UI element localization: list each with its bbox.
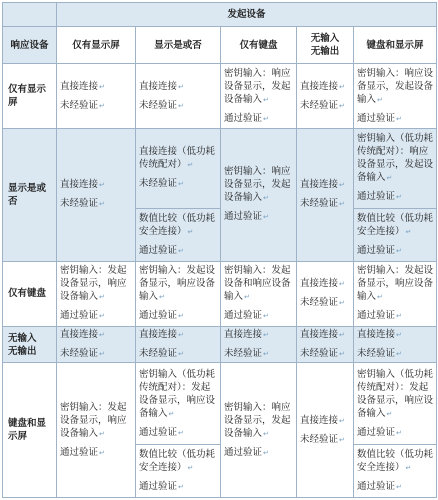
method-line: 未经验证↵ (139, 178, 184, 190)
method-cell (354, 326, 437, 363)
method-line: 密钥输入（低功耗传统配对）：响应设备显示，发起设备输入↵ (357, 133, 434, 184)
method-line: 未经验证↵ (224, 348, 269, 360)
method-cell (57, 326, 136, 363)
row-header (3, 363, 57, 498)
row-header-label: 无输入 无输出 (8, 332, 37, 357)
method-line: 直接连接（低功耗传统配对）↵ (139, 146, 216, 171)
method-line: 未经验证↵ (60, 348, 105, 360)
method-line: 直接连接↵ (60, 179, 105, 191)
method-line: 密钥输入：发起设备显示，响应设备输入↵ (139, 265, 216, 303)
paragraph-mark-icon: ↵ (178, 428, 184, 437)
method-line: 密钥输入：响应设备显示，发起设备输入↵ (224, 67, 291, 105)
method-cell (57, 64, 136, 129)
paragraph-mark-icon: ↵ (339, 181, 345, 190)
method-line: 通过验证↵ (139, 480, 184, 492)
paragraph-mark-icon: ↵ (396, 114, 402, 123)
paragraph-mark-icon: ↵ (339, 82, 345, 91)
method-cell-upper (354, 363, 437, 444)
method-line: 未经验证↵ (300, 348, 345, 360)
method-line: 密钥输入：响应设备显示，发起设备输入↵ (224, 401, 291, 439)
method-cell (354, 64, 437, 129)
row-header (3, 326, 57, 363)
column-header (354, 27, 437, 64)
method-line: 通过验证↵ (224, 446, 269, 458)
method-cell (354, 261, 437, 326)
method-line: 数值比较（低功耗安全连接）↵ (139, 212, 216, 237)
method-line: 直接连接↵ (357, 329, 402, 341)
paragraph-mark-icon: ↵ (339, 101, 345, 110)
paragraph-mark-icon: ↵ (99, 200, 105, 209)
row-header-label: 显示是或 否 (8, 182, 47, 207)
paragraph-mark-icon: ↵ (178, 82, 184, 91)
method-line: 数值比较（低功耗安全连接）↵ (357, 212, 434, 237)
method-line: 通过验证↵ (224, 211, 269, 223)
method-cell-lower (136, 208, 221, 261)
method-line: 通过验证↵ (60, 310, 105, 322)
column-header (57, 27, 136, 64)
paragraph-mark-icon: ↵ (263, 350, 269, 359)
method-line: 通过验证↵ (357, 480, 402, 492)
paragraph-mark-icon: ↵ (99, 293, 105, 302)
column-header (136, 27, 221, 64)
method-line: 未经验证↵ (300, 433, 345, 445)
paragraph-mark-icon: ↵ (99, 331, 105, 340)
pairing-method-table (2, 2, 437, 498)
initiator-header (57, 3, 437, 27)
method-cell (297, 326, 354, 363)
method-line: 数值比较（低功耗安全连接）↵ (357, 448, 434, 473)
method-cell (221, 261, 297, 326)
method-line: 直接连接↵ (60, 80, 105, 92)
method-line: 数值比较（低功耗安全连接）↵ (139, 448, 216, 473)
paragraph-mark-icon: ↵ (396, 193, 402, 202)
method-cell (136, 261, 221, 326)
method-cell (221, 326, 297, 363)
method-line: 密钥输入：响应设备显示，发起设备输入↵ (224, 166, 291, 204)
method-cell (136, 64, 221, 129)
column-header-label: 键盘和显示屏 (366, 39, 424, 51)
paragraph-mark-icon: ↵ (178, 350, 184, 359)
column-header (221, 27, 297, 64)
paragraph-mark-icon: ↵ (178, 246, 184, 255)
paragraph-mark-icon: ↵ (168, 409, 175, 418)
column-header (297, 27, 354, 64)
paragraph-mark-icon: ↵ (99, 350, 105, 359)
method-line: 直接连接↵ (300, 80, 345, 92)
method-line: 通过验证↵ (357, 191, 402, 203)
method-cell-upper (136, 363, 221, 444)
paragraph-mark-icon: ↵ (405, 227, 412, 236)
method-line: 直接连接↵ (139, 80, 184, 92)
method-line: 直接连接↵ (224, 329, 269, 341)
method-cell (297, 64, 354, 129)
method-cell (297, 261, 354, 326)
paragraph-mark-icon: ↵ (263, 114, 269, 123)
method-line: 未经验证↵ (60, 99, 105, 111)
method-cell (57, 363, 136, 498)
paragraph-mark-icon: ↵ (396, 350, 402, 359)
method-line: 密钥输入：发起设备显示，响应设备输入↵ (60, 401, 127, 439)
method-cell (57, 129, 136, 261)
method-line: 直接连接↵ (300, 329, 345, 341)
paragraph-mark-icon: ↵ (99, 312, 105, 321)
paragraph-mark-icon: ↵ (396, 428, 402, 437)
method-cell-lower (136, 444, 221, 497)
method-line: 密钥输入：响应设备显示，发起设备输入↵ (357, 67, 434, 105)
responder-header (3, 27, 57, 64)
responder-title: 响应设备 (10, 39, 49, 51)
row-header (3, 64, 57, 129)
method-line: 未经验证↵ (357, 348, 402, 360)
method-line: 通过验证↵ (357, 426, 402, 438)
method-line: 直接连接↵ (300, 179, 345, 191)
paragraph-mark-icon: ↵ (396, 331, 402, 340)
method-line: 未经验证↵ (139, 348, 184, 360)
paragraph-mark-icon: ↵ (339, 200, 345, 209)
method-line: 未经验证↵ (300, 99, 345, 111)
column-header-label: 显示是或否 (154, 39, 202, 51)
method-cell-lower (354, 208, 437, 261)
paragraph-mark-icon: ↵ (244, 293, 250, 302)
row-header (3, 261, 57, 326)
row-header (3, 129, 57, 261)
paragraph-mark-icon: ↵ (178, 180, 184, 189)
paragraph-mark-icon: ↵ (396, 312, 402, 321)
method-line: 通过验证↵ (224, 310, 269, 322)
column-header-label: 仅有键盘 (239, 39, 278, 51)
method-line: 通过验证↵ (357, 112, 402, 124)
paragraph-mark-icon: ↵ (396, 482, 402, 491)
paragraph-mark-icon: ↵ (263, 95, 269, 104)
corner-cell (3, 3, 57, 27)
method-line: 密钥输入：发起设备显示，响应设备输入↵ (357, 265, 434, 303)
paragraph-mark-icon: ↵ (178, 312, 184, 321)
method-line: 直接连接↵ (139, 329, 184, 341)
method-cell (221, 363, 297, 498)
method-cell (297, 363, 354, 498)
method-cell-lower (354, 444, 437, 497)
method-line: 未经验证↵ (60, 198, 105, 210)
paragraph-mark-icon: ↵ (339, 350, 345, 359)
paragraph-mark-icon: ↵ (405, 463, 412, 472)
method-cell-upper (354, 129, 437, 208)
paragraph-mark-icon: ↵ (339, 435, 345, 444)
row-header-label: 键盘和显 示屏 (8, 418, 47, 443)
row-header-label: 仅有显示 屏 (8, 84, 47, 109)
method-line: 直接连接↵ (300, 414, 345, 426)
initiator-title: 发起设备 (227, 9, 266, 21)
method-line: 直接连接↵ (300, 278, 345, 290)
paragraph-mark-icon: ↵ (339, 331, 345, 340)
paragraph-mark-icon: ↵ (377, 95, 383, 104)
paragraph-mark-icon: ↵ (99, 82, 105, 91)
method-line: 密钥输入（低功耗传统配对）：发起设备显示，响应设备输入↵ (139, 368, 216, 419)
paragraph-mark-icon: ↵ (377, 293, 383, 302)
column-header-label: 无输入 无输出 (310, 33, 340, 58)
method-line: 密钥输入：发起设备和响应设备输入↵ (224, 265, 291, 303)
method-line: 密钥输入：发起设备显示，响应设备输入↵ (60, 265, 127, 303)
method-line: 通过验证↵ (357, 310, 402, 322)
paragraph-mark-icon: ↵ (178, 101, 184, 110)
paragraph-mark-icon: ↵ (263, 429, 269, 438)
paragraph-mark-icon: ↵ (396, 246, 402, 255)
method-cell (57, 261, 136, 326)
method-line: 通过验证↵ (357, 244, 402, 256)
method-line: 未经验证↵ (139, 99, 184, 111)
method-cell (221, 64, 297, 129)
paragraph-mark-icon: ↵ (263, 194, 269, 203)
row-header-label: 仅有键盘 (8, 288, 47, 300)
paragraph-mark-icon: ↵ (99, 101, 105, 110)
method-line: 通过验证↵ (224, 112, 269, 124)
method-cell-upper (136, 129, 221, 208)
paragraph-mark-icon: ↵ (178, 331, 184, 340)
method-line: 未经验证↵ (300, 297, 345, 309)
method-line: 通过验证↵ (139, 426, 184, 438)
method-line: 通过验证↵ (139, 310, 184, 322)
paragraph-mark-icon: ↵ (99, 181, 105, 190)
paragraph-mark-icon: ↵ (99, 448, 105, 457)
method-cell (297, 129, 354, 261)
paragraph-mark-icon: ↵ (159, 293, 165, 302)
method-line: 通过验证↵ (60, 446, 105, 458)
paragraph-mark-icon: ↵ (339, 416, 345, 425)
paragraph-mark-icon: ↵ (263, 312, 269, 321)
method-cell (221, 129, 297, 261)
method-line: 未经验证↵ (300, 198, 345, 210)
method-line: 通过验证↵ (139, 244, 184, 256)
paragraph-mark-icon: ↵ (187, 161, 194, 170)
paragraph-mark-icon: ↵ (178, 482, 184, 491)
paragraph-mark-icon: ↵ (339, 299, 345, 308)
paragraph-mark-icon: ↵ (386, 174, 393, 183)
column-header-label: 仅有显示屏 (72, 39, 120, 51)
paragraph-mark-icon: ↵ (187, 463, 194, 472)
paragraph-mark-icon: ↵ (187, 227, 194, 236)
paragraph-mark-icon: ↵ (99, 429, 105, 438)
paragraph-mark-icon: ↵ (263, 448, 269, 457)
paragraph-mark-icon: ↵ (339, 280, 345, 289)
paragraph-mark-icon: ↵ (263, 331, 269, 340)
paragraph-mark-icon: ↵ (263, 213, 269, 222)
method-line: 直接连接↵ (60, 329, 105, 341)
paragraph-mark-icon: ↵ (386, 409, 393, 418)
method-cell (136, 326, 221, 363)
method-line: 密钥输入（低功耗传统配对）：发起设备显示，响应设备输入↵ (357, 368, 434, 419)
